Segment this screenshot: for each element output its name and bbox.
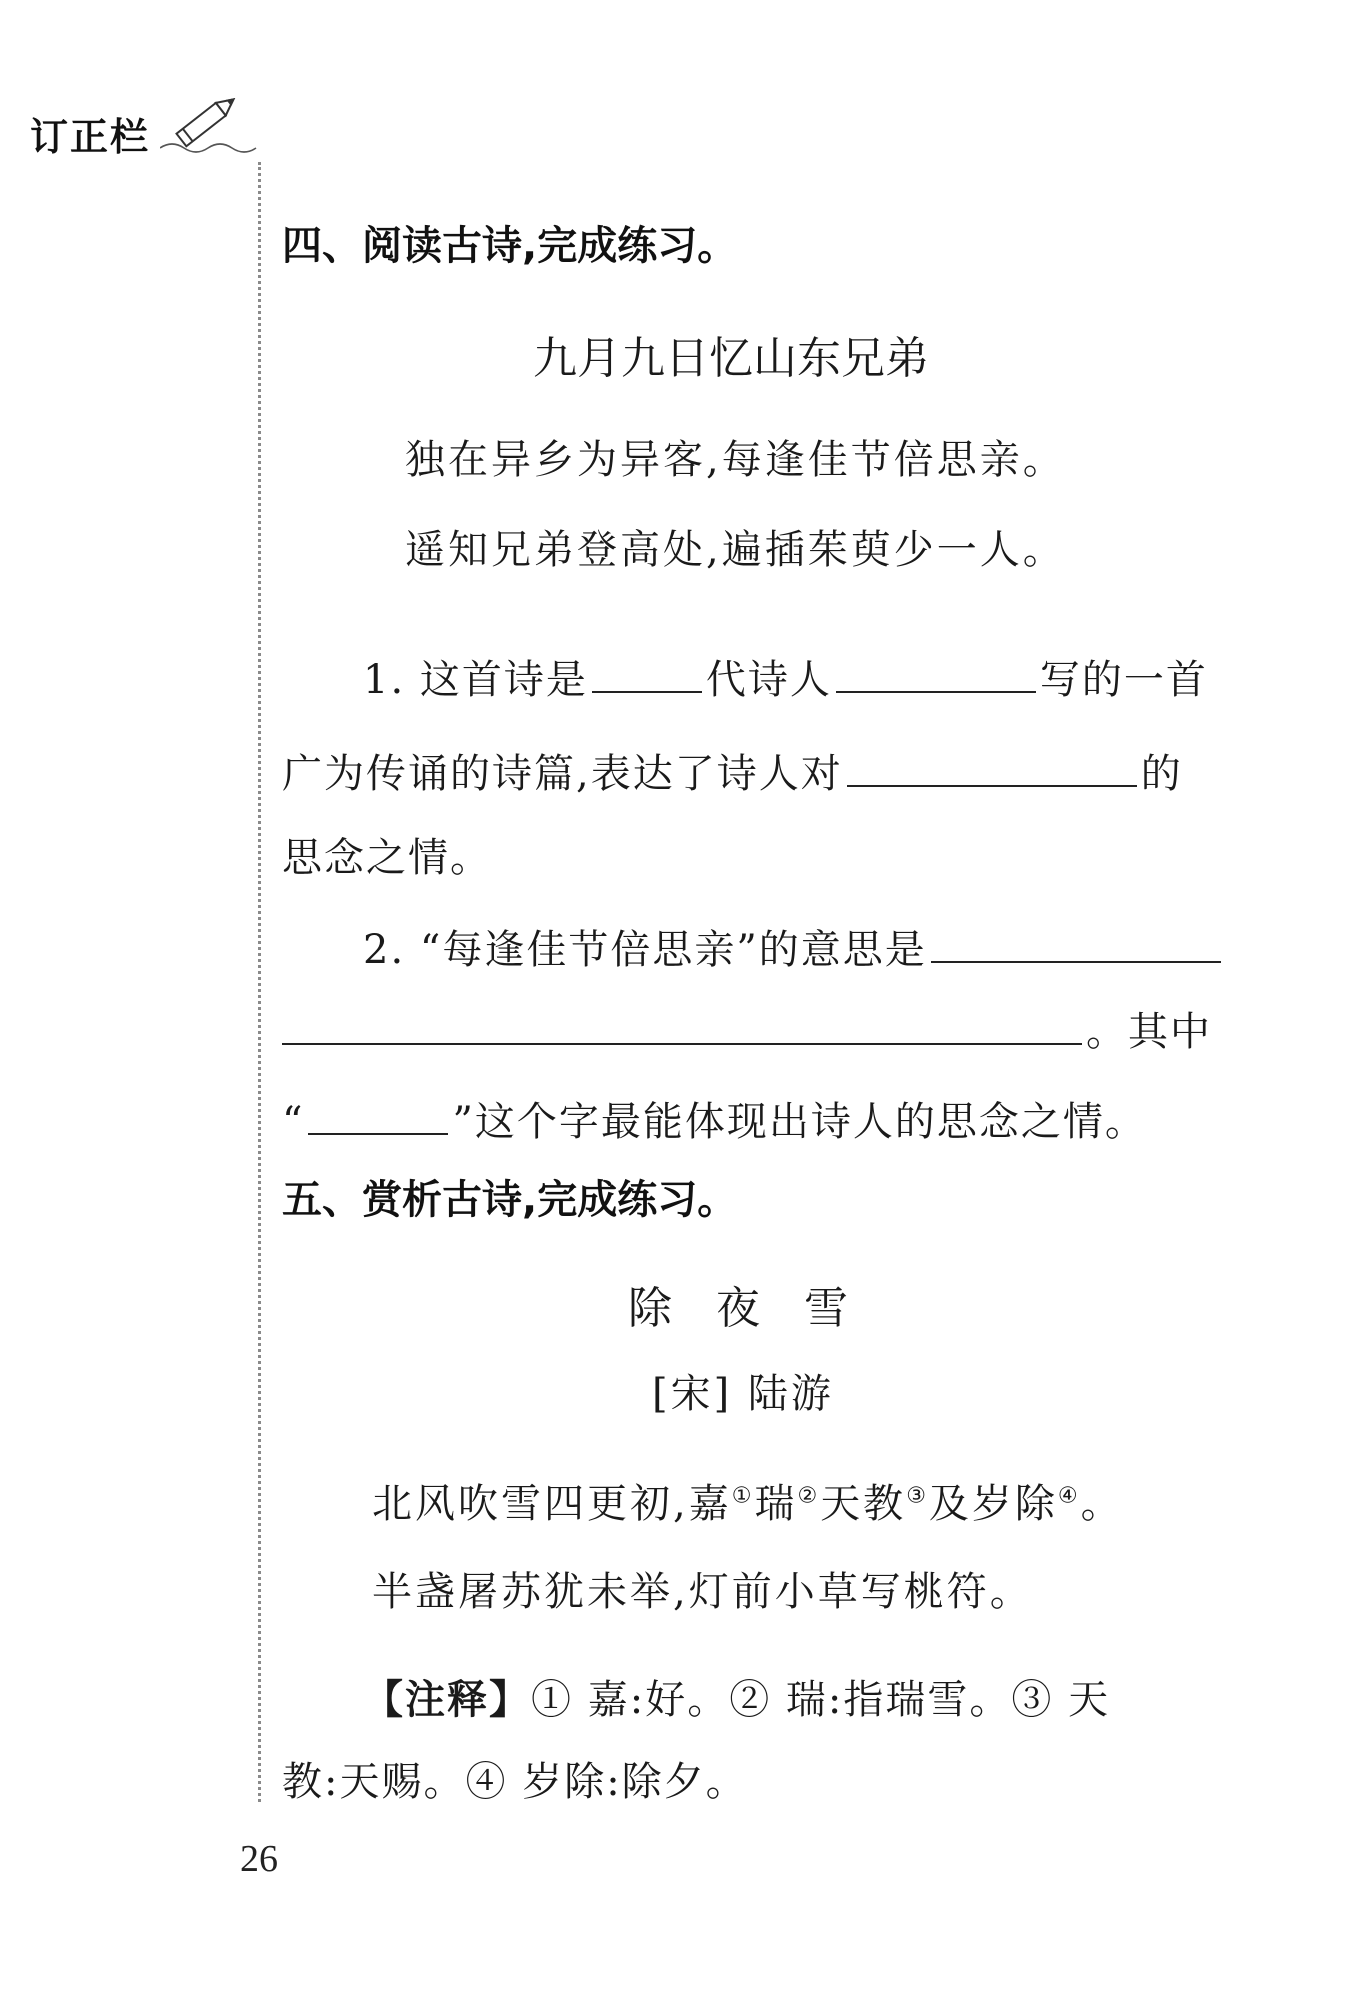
poem-2-line-1 <box>372 1472 1124 1529</box>
poem-2-line-2: 半盏屠苏犹未举,灯前小草写桃符。 <box>372 1569 1033 1615</box>
poem-1-line-2: 遥知兄弟登高处,遍插茱萸少一人。 <box>405 527 1066 573</box>
annotation-heading: 【注释】 <box>363 1677 531 1723</box>
question-1-line-3: 思念之情。 <box>282 835 492 881</box>
page-number: 26 <box>240 1838 278 1880</box>
footnote-marker-2: ② <box>797 1483 821 1509</box>
annotation-text-1: ① 嘉:好。② 瑞:指瑞雪。③ 天 <box>531 1677 1111 1723</box>
q2-text-b: 。其中 <box>1086 1009 1212 1055</box>
question-2-line-2 <box>282 1000 1212 1057</box>
poem-1-line-1: 独在异乡为异客,每逢佳节倍思亲。 <box>405 437 1066 483</box>
answer-blank-key-char[interactable] <box>308 1093 448 1135</box>
section-4-heading: 四、阅读古诗,完成练习。 <box>282 223 738 269</box>
q2-text-c: “ <box>282 1099 305 1145</box>
answer-blank-poet[interactable] <box>836 651 1036 693</box>
poem-title-1: 九月九日忆山东兄弟 <box>533 333 929 384</box>
p2l1-c: 天教 <box>820 1481 907 1527</box>
poem-title-2: 除 夜 雪 <box>628 1283 848 1334</box>
p2l1-a: 北风吹雪四更初,嘉 <box>372 1481 732 1527</box>
footnote-marker-4: ④ <box>1057 1483 1081 1509</box>
question-1-line-1 <box>363 648 1208 705</box>
pencil-icon <box>160 88 260 158</box>
answer-blank-meaning-1[interactable] <box>931 921 1221 963</box>
q1-text-e: 的 <box>1140 751 1183 797</box>
q2-text-d: ”这个字最能体现出诗人的思念之情。 <box>452 1099 1147 1145</box>
correction-divider <box>258 162 261 1802</box>
question-1-line-2 <box>282 742 1183 799</box>
answer-blank-meaning-2[interactable] <box>282 1003 1082 1045</box>
annotation-line-2: 教:天赐。④ 岁除:除夕。 <box>282 1759 748 1805</box>
p2l1-e: 。 <box>1080 1481 1124 1527</box>
answer-blank-object[interactable] <box>847 745 1137 787</box>
annotation-line-1 <box>363 1668 1110 1725</box>
p2l1-b: 瑞 <box>754 1481 798 1527</box>
section-5-heading: 五、赏析古诗,完成练习。 <box>282 1177 738 1223</box>
q1-text-a: 1. 这首诗是 <box>363 657 588 703</box>
q2-text-a: 2. “每逢佳节倍思亲”的意思是 <box>363 927 927 973</box>
poem-2-author: [宋] 陆游 <box>652 1371 834 1417</box>
p2l1-d: 及岁除 <box>928 1481 1058 1527</box>
question-2-line-3 <box>282 1090 1147 1147</box>
q1-text-c: 写的一首 <box>1039 657 1208 703</box>
correction-column-label: 订正栏 <box>30 115 151 159</box>
footnote-marker-3: ③ <box>906 1483 929 1509</box>
q1-text-d: 广为传诵的诗篇,表达了诗人对 <box>282 751 843 797</box>
footnote-marker-1: ① <box>731 1483 755 1509</box>
q1-text-b: 代诗人 <box>705 657 832 703</box>
answer-blank-dynasty[interactable] <box>592 651 702 693</box>
question-2-line-1 <box>363 918 1225 975</box>
